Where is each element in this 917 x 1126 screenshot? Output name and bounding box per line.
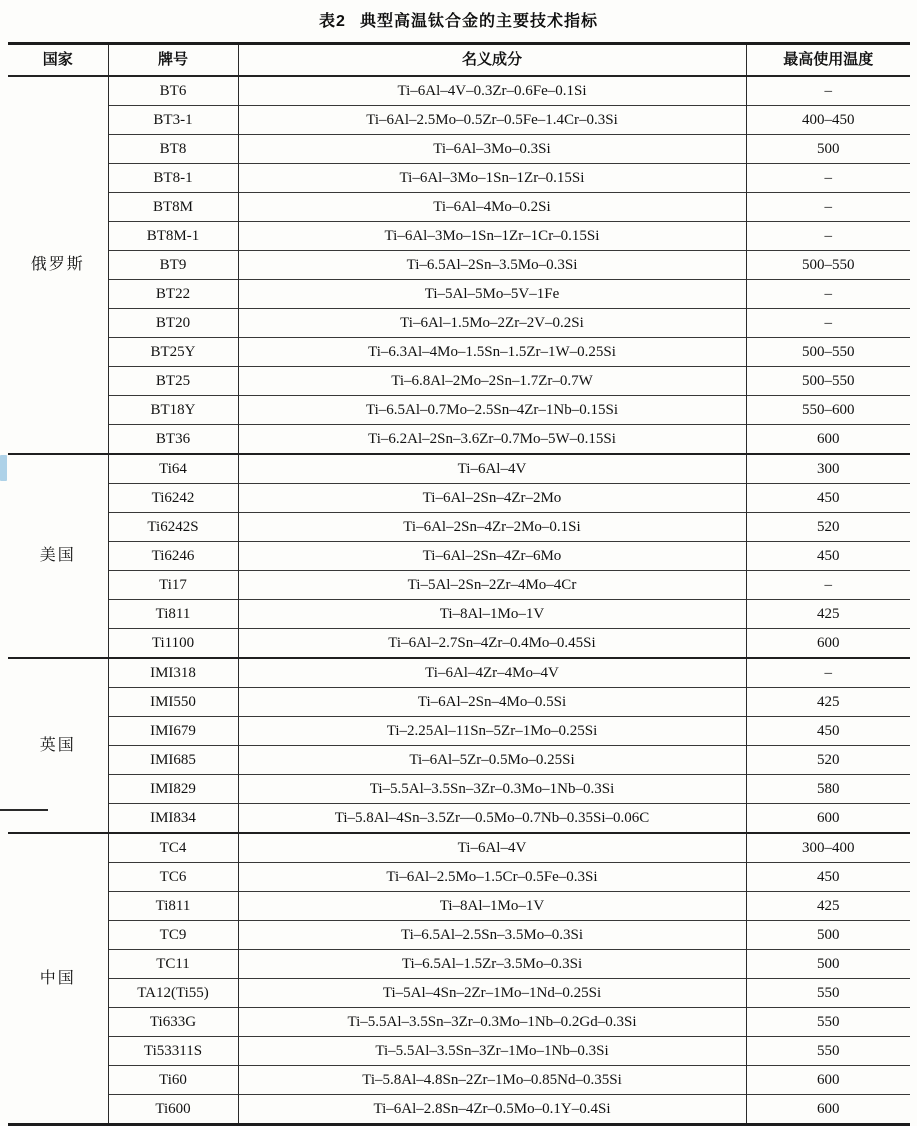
composition-cell: Ti–6Al–2Sn–4Zr–2Mo–0.1Si (238, 513, 746, 542)
grade-cell: Ti60 (108, 1066, 238, 1095)
composition-cell: Ti–6Al–2Sn–4Zr–6Mo (238, 542, 746, 571)
max-temp-cell: – (746, 193, 910, 222)
max-temp-cell: 450 (746, 542, 910, 571)
composition-cell: Ti–6Al–4V–0.3Zr–0.6Fe–0.1Si (238, 76, 746, 106)
max-temp-cell: 550–600 (746, 396, 910, 425)
max-temp-cell: 300 (746, 454, 910, 484)
grade-cell: Ti64 (108, 454, 238, 484)
composition-cell: Ti–6Al–3Mo–1Sn–1Zr–0.15Si (238, 164, 746, 193)
composition-cell: Ti–6Al–3Mo–0.3Si (238, 135, 746, 164)
country-cell: 中国 (8, 833, 108, 1125)
grade-cell: Ti53311S (108, 1037, 238, 1066)
max-temp-cell: 500 (746, 921, 910, 950)
table-row (8, 425, 910, 455)
table-row (8, 717, 910, 746)
table-row (8, 629, 910, 659)
max-temp-cell: 520 (746, 746, 910, 775)
table-row (8, 746, 910, 775)
max-temp-cell: – (746, 222, 910, 251)
table-title-text: 典型高温钛合金的主要技术指标 (359, 13, 598, 30)
table-row (8, 688, 910, 717)
composition-cell: Ti–6.5Al–1.5Zr–3.5Mo–0.3Si (238, 950, 746, 979)
composition-cell: Ti–5.5Al–3.5Sn–3Zr–1Mo–1Nb–0.3Si (238, 1037, 746, 1066)
table-header (8, 44, 910, 77)
grade-cell: IMI679 (108, 717, 238, 746)
grade-cell: Ti6246 (108, 542, 238, 571)
grade-cell: BT25 (108, 367, 238, 396)
max-temp-cell: 300–400 (746, 833, 910, 863)
grade-cell: Ti811 (108, 892, 238, 921)
grade-cell: BT8M (108, 193, 238, 222)
max-temp-cell: 500 (746, 135, 910, 164)
composition-cell: Ti–6.5Al–2.5Sn–3.5Mo–0.3Si (238, 921, 746, 950)
table-row (8, 1066, 910, 1095)
table-row (8, 484, 910, 513)
composition-cell: Ti–6.2Al–2Sn–3.6Zr–0.7Mo–5W–0.15Si (238, 425, 746, 455)
composition-cell: Ti–6Al–2Sn–4Mo–0.5Si (238, 688, 746, 717)
composition-cell: Ti–6Al–4Mo–0.2Si (238, 193, 746, 222)
composition-cell: Ti–2.25Al–11Sn–5Zr–1Mo–0.25Si (238, 717, 746, 746)
grade-cell: Ti633G (108, 1008, 238, 1037)
max-temp-cell: 425 (746, 600, 910, 629)
table-row (8, 338, 910, 367)
grade-cell: TC6 (108, 863, 238, 892)
max-temp-cell: 580 (746, 775, 910, 804)
composition-cell: Ti–6Al–3Mo–1Sn–1Zr–1Cr–0.15Si (238, 222, 746, 251)
table-row (8, 280, 910, 309)
grade-cell: BT3-1 (108, 106, 238, 135)
header-row (8, 44, 910, 77)
scan-artifact-dash (0, 809, 48, 811)
grade-cell: TA12(Ti55) (108, 979, 238, 1008)
table-body (8, 76, 910, 1125)
composition-cell: Ti–6.5Al–2Sn–3.5Mo–0.3Si (238, 251, 746, 280)
table-row (8, 251, 910, 280)
table-row (8, 454, 910, 484)
table-row (8, 571, 910, 600)
grade-cell: IMI550 (108, 688, 238, 717)
max-temp-cell: – (746, 164, 910, 193)
composition-cell: Ti–6Al–2.8Sn–4Zr–0.5Mo–0.1Y–0.4Si (238, 1095, 746, 1125)
table-row (8, 1037, 910, 1066)
table-row (8, 600, 910, 629)
grade-cell: TC11 (108, 950, 238, 979)
composition-cell: Ti–6Al–1.5Mo–2Zr–2V–0.2Si (238, 309, 746, 338)
header-country: 国家 (8, 44, 108, 77)
country-cell: 英国 (8, 658, 108, 833)
grade-cell: BT6 (108, 76, 238, 106)
max-temp-cell: 550 (746, 1008, 910, 1037)
composition-cell: Ti–5Al–5Mo–5V–1Fe (238, 280, 746, 309)
table-number: 表2 (319, 13, 346, 30)
max-temp-cell: 425 (746, 688, 910, 717)
grade-cell: IMI829 (108, 775, 238, 804)
table-row (8, 396, 910, 425)
max-temp-cell: 450 (746, 484, 910, 513)
grade-cell: Ti17 (108, 571, 238, 600)
max-temp-cell: – (746, 658, 910, 688)
country-cell: 俄罗斯 (8, 76, 108, 454)
max-temp-cell: 550 (746, 979, 910, 1008)
max-temp-cell: – (746, 309, 910, 338)
table-title (0, 8, 917, 31)
composition-cell: Ti–6Al–2.5Mo–0.5Zr–0.5Fe–1.4Cr–0.3Si (238, 106, 746, 135)
composition-cell: Ti–8Al–1Mo–1V (238, 600, 746, 629)
composition-cell: Ti–6Al–4V (238, 454, 746, 484)
table-row (8, 222, 910, 251)
table-row (8, 804, 910, 834)
table-row (8, 863, 910, 892)
composition-cell: Ti–6Al–2.5Mo–1.5Cr–0.5Fe–0.3Si (238, 863, 746, 892)
table-row (8, 309, 910, 338)
composition-cell: Ti–5.8Al–4Sn–3.5Zr––0.5Mo–0.7Nb–0.35Si–0.06C (238, 804, 746, 834)
composition-cell: Ti–6.5Al–0.7Mo–2.5Sn–4Zr–1Nb–0.15Si (238, 396, 746, 425)
composition-cell: Ti–6Al–2Sn–4Zr–2Mo (238, 484, 746, 513)
grade-cell: BT8-1 (108, 164, 238, 193)
max-temp-cell: 450 (746, 717, 910, 746)
composition-cell: Ti–5Al–4Sn–2Zr–1Mo–1Nd–0.25Si (238, 979, 746, 1008)
composition-cell: Ti–6Al–4V (238, 833, 746, 863)
grade-cell: BT8M-1 (108, 222, 238, 251)
table-row (8, 106, 910, 135)
grade-cell: Ti811 (108, 600, 238, 629)
grade-cell: TC9 (108, 921, 238, 950)
table-row (8, 892, 910, 921)
grade-cell: Ti6242S (108, 513, 238, 542)
composition-cell: Ti–6.8Al–2Mo–2Sn–1.7Zr–0.7W (238, 367, 746, 396)
max-temp-cell: 425 (746, 892, 910, 921)
table-row (8, 193, 910, 222)
table-row (8, 950, 910, 979)
grade-cell: BT9 (108, 251, 238, 280)
grade-cell: BT8 (108, 135, 238, 164)
table-row (8, 1008, 910, 1037)
max-temp-cell: 450 (746, 863, 910, 892)
table-row (8, 513, 910, 542)
grade-cell: BT36 (108, 425, 238, 455)
grade-cell: IMI318 (108, 658, 238, 688)
table-row (8, 542, 910, 571)
composition-cell: Ti–5.8Al–4.8Sn–2Zr–1Mo–0.85Nd–0.35Si (238, 1066, 746, 1095)
max-temp-cell: 600 (746, 1066, 910, 1095)
table-row (8, 979, 910, 1008)
grade-cell: IMI685 (108, 746, 238, 775)
composition-cell: Ti–6Al–4Zr–4Mo–4V (238, 658, 746, 688)
grade-cell: Ti1100 (108, 629, 238, 659)
grade-cell: Ti600 (108, 1095, 238, 1125)
table-row (8, 367, 910, 396)
grade-cell: IMI834 (108, 804, 238, 834)
table-row (8, 164, 910, 193)
table-row (8, 921, 910, 950)
header-composition: 名义成分 (238, 44, 746, 77)
table-row (8, 135, 910, 164)
max-temp-cell: 500–550 (746, 367, 910, 396)
max-temp-cell: 600 (746, 629, 910, 659)
grade-cell: BT18Y (108, 396, 238, 425)
header-max-temp: 最高使用温度 (746, 44, 910, 77)
header-grade: 牌号 (108, 44, 238, 77)
max-temp-cell: 500–550 (746, 338, 910, 367)
table-row (8, 775, 910, 804)
max-temp-cell: 550 (746, 1037, 910, 1066)
grade-cell: TC4 (108, 833, 238, 863)
alloy-table (8, 42, 910, 1126)
max-temp-cell: 500–550 (746, 251, 910, 280)
composition-cell: Ti–8Al–1Mo–1V (238, 892, 746, 921)
composition-cell: Ti–6.3Al–4Mo–1.5Sn–1.5Zr–1W–0.25Si (238, 338, 746, 367)
table-row (8, 1095, 910, 1125)
max-temp-cell: 600 (746, 425, 910, 455)
max-temp-cell: 500 (746, 950, 910, 979)
max-temp-cell: 600 (746, 1095, 910, 1125)
composition-cell: Ti–6Al–5Zr–0.5Mo–0.25Si (238, 746, 746, 775)
composition-cell: Ti–6Al–2.7Sn–4Zr–0.4Mo–0.45Si (238, 629, 746, 659)
table-row (8, 658, 910, 688)
max-temp-cell: 400–450 (746, 106, 910, 135)
country-cell: 美国 (8, 454, 108, 658)
table-row (8, 76, 910, 106)
grade-cell: BT20 (108, 309, 238, 338)
grade-cell: BT25Y (108, 338, 238, 367)
grade-cell: Ti6242 (108, 484, 238, 513)
grade-cell: BT22 (108, 280, 238, 309)
max-temp-cell: – (746, 571, 910, 600)
max-temp-cell: – (824, 82, 832, 99)
composition-cell: Ti–5Al–2Sn–2Zr–4Mo–4Cr (238, 571, 746, 600)
table-row (8, 833, 910, 863)
max-temp-cell: – (746, 280, 910, 309)
scan-artifact-blue-mark (0, 455, 7, 481)
max-temp-cell: 520 (746, 513, 910, 542)
composition-cell: Ti–5.5Al–3.5Sn–3Zr–0.3Mo–1Nb–0.2Gd–0.3Si (238, 1008, 746, 1037)
max-temp-cell: 600 (746, 804, 910, 834)
composition-cell: Ti–5.5Al–3.5Sn–3Zr–0.3Mo–1Nb–0.3Si (238, 775, 746, 804)
